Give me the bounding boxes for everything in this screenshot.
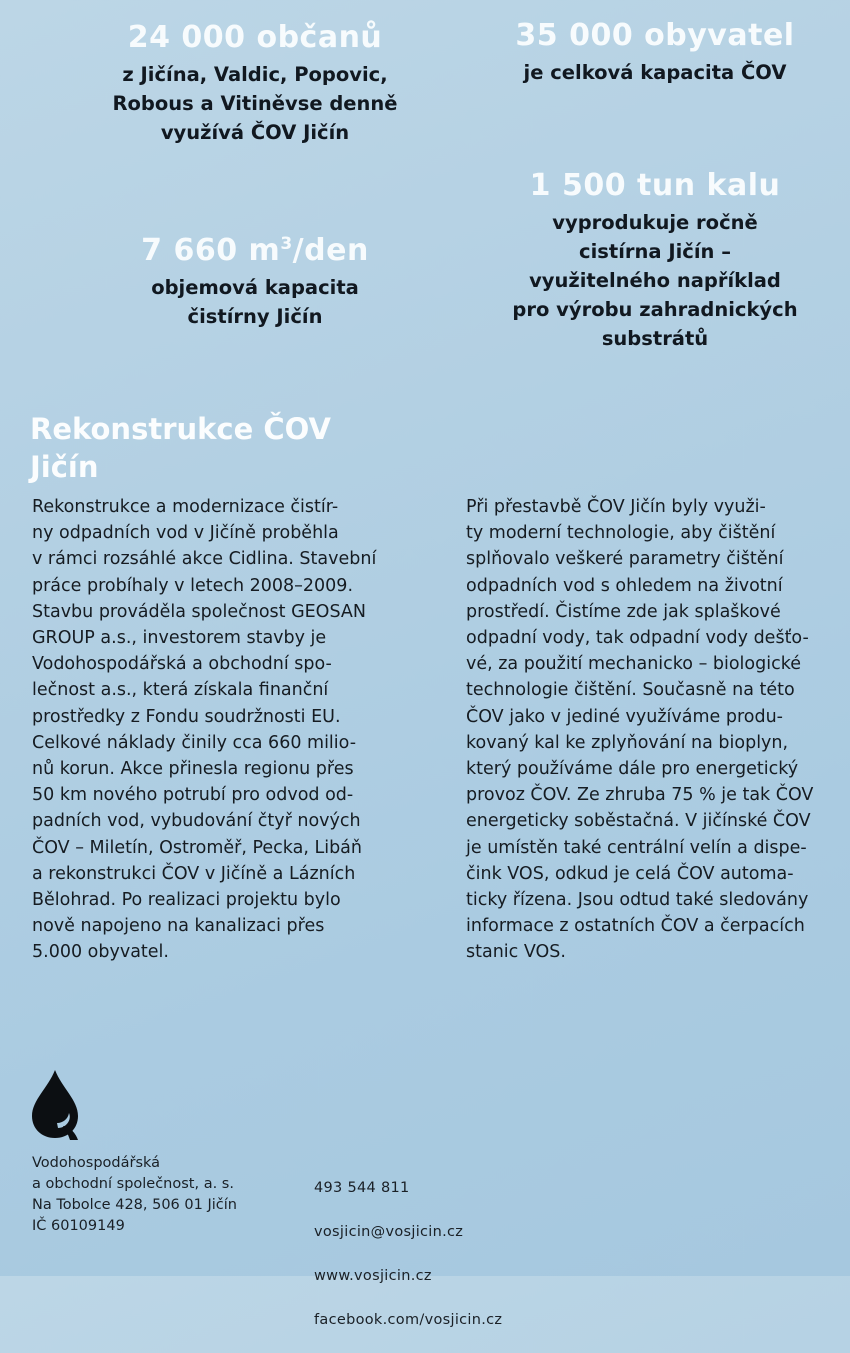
stat-capacity-value: 35 000 obyvatel	[515, 18, 795, 53]
email-link[interactable]: vosjicin@vosjicin.cz	[314, 1224, 464, 1240]
body-text-right: Při přestavbě ČOV Jičín byly využi- ty moderní technologie, aby čištění splňovalo veškeré parametry čištění odpadních vod s ohledem na životní prostředí. Čistíme zde jak splaškové odpadní vody, tak odpadní vody dešťo- vé, za použití mechanicko – biologické technologie čištění. Současně na této ČOV jako v jediné využíváme produ- kovaný kal ke zplyňování na bioplyn, který používáme dále pro energetický provoz ČOV. Ze zhruba 75 % je tak ČOV energeticky soběstačná. V jičínské ČOV je umístěn také centrální velín a dispe- čink VOS, odkud je celá ČOV automa- ticky řízena. Jsou odtud také sledovány informace z ostatních ČOV a čerpacích stanic VOS.	[466, 497, 814, 963]
water-drop-icon	[30, 1068, 80, 1140]
stat-sludge	[480, 168, 830, 353]
stat-sludge-text: vyprodukuje ročně cistírna Jičín – využitelného například pro výrobu zahradnických substrátů	[512, 211, 798, 350]
stat-capacity-text: je celková kapacita ČOV	[523, 61, 787, 84]
stat-volume-exponent: 3	[280, 234, 293, 254]
website-link[interactable]: www.vosjicin.cz	[314, 1268, 432, 1284]
stat-citizens	[90, 20, 420, 147]
contact-block	[314, 1155, 594, 1353]
company-address: Vodohospodářská a obchodní společnost, a. s. Na Tobolce 428, 506 01 Jičín IČ 60109149	[32, 1155, 237, 1234]
stat-volume-unit: /den	[292, 233, 369, 268]
stat-volume-number: 7 660 m	[141, 233, 281, 268]
stat-citizens-value: 24 000 občanů	[127, 20, 383, 55]
section-title: Rekonstrukce ČOV Jičín	[30, 412, 331, 484]
stat-citizens-text: z Jičína, Valdic, Popovic, Robous a Vitiněvse denně využívá ČOV Jičín	[112, 63, 398, 144]
stat-sludge-value: 1 500 tun kalu	[529, 168, 781, 203]
body-text-left: Rekonstrukce a modernizace čistír- ny odpadních vod v Jičíně proběhla v rámci rozsáhlé akce Cidlina. Stavební práce probíhaly v letech 2008–2009. Stavbu prováděla společnost GEOSAN GROUP a.s., investorem stavby je Vodohospodářská a obchodní spo- lečnost a.s., která získala finanční prostředky z Fondu soudržnosti EU. Celkové náklady činily cca 660 milio- nů korun. Akce přinesla regionu přes 50 km nového potrubí pro odvod od- padních vod, vybudování čtyř nových ČOV – Miletín, Ostroměř, Pecka, Libáň a rekonstrukci ČOV v Jičíně a Lázních Bělohrad. Po realizaci projektu bylo nově napojeno na kanalizaci přes 5.000 obyvatel.	[32, 497, 377, 963]
stat-volume-value	[90, 226, 420, 269]
stat-volume	[90, 226, 420, 331]
stat-volume-text: objemová kapacita čistírny Jičín	[151, 276, 359, 328]
stat-capacity	[480, 18, 830, 87]
phone-number: 493 544 811	[314, 1180, 410, 1196]
facebook-link[interactable]: facebook.com/vosjicin.cz	[314, 1312, 503, 1328]
